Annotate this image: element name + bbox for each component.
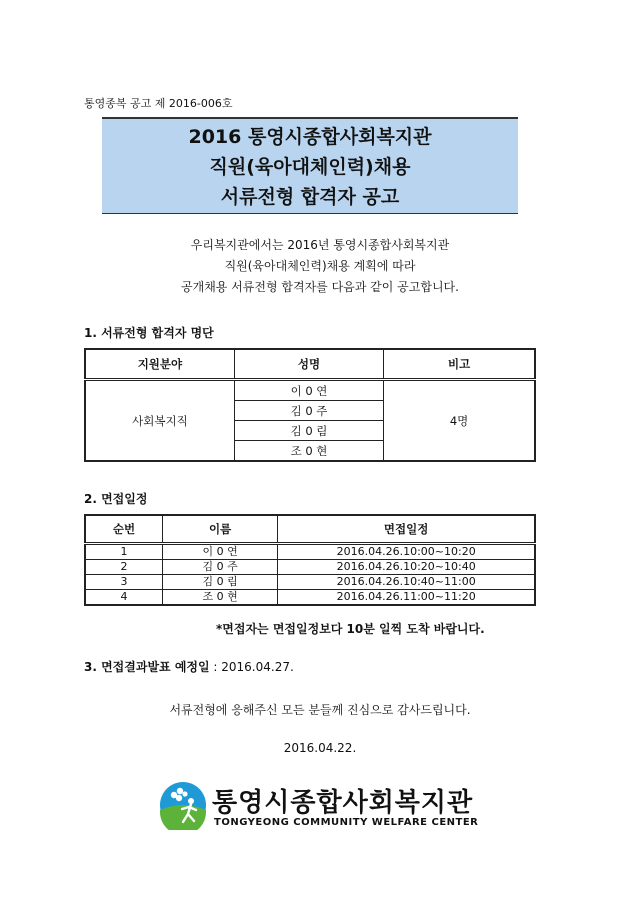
header-no: 순번 xyxy=(85,515,163,544)
name-cell: 이 0 연 xyxy=(234,380,383,401)
row-time: 2016.04.26.10:20~10:40 xyxy=(278,560,535,575)
logo-name-korean: 통영시종합사회복지관 xyxy=(212,788,474,818)
header-remark: 비고 xyxy=(384,349,535,380)
interview-note: *면접자는 면접일정보다 10분 일찍 도착 바랍니다. xyxy=(216,622,485,636)
notice-number: 통영종복 공고 제 2016-006호 xyxy=(84,97,233,110)
field-cell: 사회복지직 xyxy=(85,380,234,462)
table-header-row xyxy=(85,515,535,544)
table-row xyxy=(85,380,535,401)
header-name: 성명 xyxy=(234,349,383,380)
table-row xyxy=(85,544,535,560)
title-line-1: 2016 통영시종합사회복지관 xyxy=(188,126,432,148)
row-name: 김 0 림 xyxy=(163,575,278,590)
section3-heading: 3. 면접결과발표 예정일 xyxy=(84,660,210,674)
intro-line-1: 우리복지관에서는 2016년 통영시종합사회복지관 xyxy=(190,238,450,252)
header-schedule: 면접일정 xyxy=(278,515,535,544)
section2-heading: 2. 면접일정 xyxy=(84,492,148,506)
welfare-center-logo-icon xyxy=(158,780,208,830)
row-time: 2016.04.26.10:00~10:20 xyxy=(278,544,535,560)
name-cell: 조 0 현 xyxy=(234,441,383,462)
announcement-date: : 2016.04.27. xyxy=(209,660,294,674)
row-no: 1 xyxy=(85,544,163,560)
intro-line-3: 공개채용 서류전형 합격자를 다음과 같이 공고합니다. xyxy=(181,280,459,294)
row-no: 3 xyxy=(85,575,163,590)
name-cell: 김 0 림 xyxy=(234,421,383,441)
header-name: 이름 xyxy=(163,515,278,544)
row-no: 4 xyxy=(85,590,163,606)
title-banner xyxy=(102,117,518,214)
interview-table xyxy=(84,514,536,606)
section3 xyxy=(84,658,294,675)
title-line-2: 직원(육아대체인력)채용 xyxy=(209,156,411,178)
header-field: 지원분야 xyxy=(85,349,234,380)
row-name: 김 0 주 xyxy=(163,560,278,575)
row-name: 조 0 현 xyxy=(163,590,278,606)
intro-line-2: 직원(육아대체인력)채용 계획에 따라 xyxy=(224,259,416,273)
table-header-row xyxy=(85,349,535,380)
remark-cell: 4명 xyxy=(384,380,535,462)
row-time: 2016.04.26.10:40~11:00 xyxy=(278,575,535,590)
row-name: 이 0 연 xyxy=(163,544,278,560)
table-row xyxy=(85,575,535,590)
section1-heading: 1. 서류전형 합격자 명단 xyxy=(84,326,214,340)
title-line-3: 서류전형 합격자 공고 xyxy=(220,186,400,208)
applicants-table xyxy=(84,348,536,462)
table-row xyxy=(85,560,535,575)
name-cell: 김 0 주 xyxy=(234,401,383,421)
notice-date: 2016.04.22. xyxy=(283,741,357,755)
row-time: 2016.04.26.11:00~11:20 xyxy=(278,590,535,606)
table-row xyxy=(85,590,535,606)
thanks-message: 서류전형에 응해주신 모든 분들께 진심으로 감사드립니다. xyxy=(169,703,471,717)
row-no: 2 xyxy=(85,560,163,575)
logo-name-english: TONGYEONG COMMUNITY WELFARE CENTER xyxy=(214,817,479,828)
